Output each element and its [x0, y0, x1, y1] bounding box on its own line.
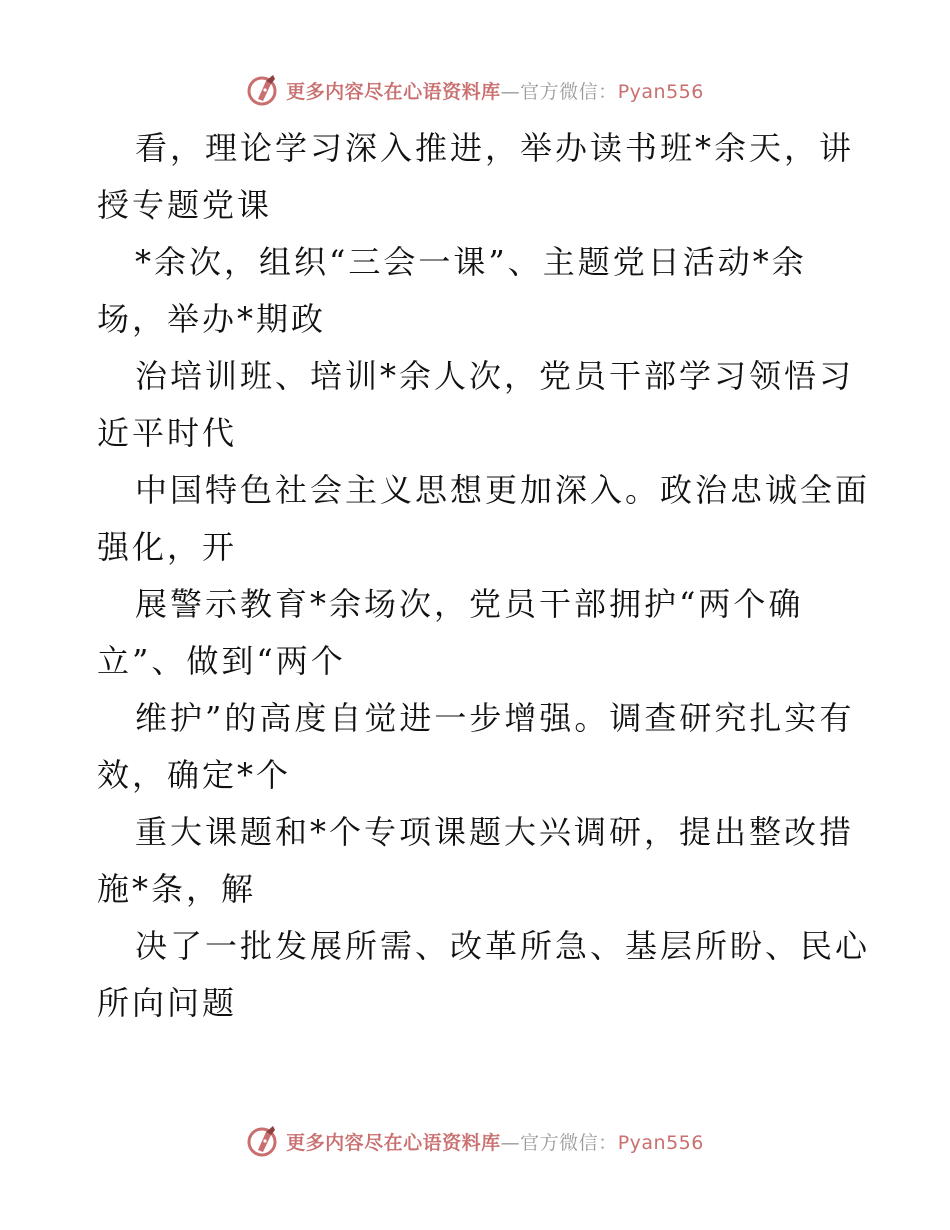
text-line: 近平时代 [97, 414, 238, 452]
watermark-wechat-id: Pyan556 [617, 80, 704, 103]
text-line: 治培训班、培训*余人次，党员干部学习领悟习 [135, 357, 855, 395]
watermark-text [286, 77, 704, 104]
text-line: *余次，组织“三会一课”、主题党日活动*余 [135, 243, 807, 281]
text-line: 效，确定*个 [97, 756, 292, 794]
text-line: 强化，开 [97, 528, 238, 566]
text-line: 看，理论学习深入推进，举办读书班*余天，讲 [135, 129, 855, 167]
footer-watermark [0, 1119, 950, 1163]
pen-nib-logo-icon [246, 1124, 280, 1158]
text-line: 中国特色社会主义思想更加深入。政治忠诚全面 [135, 471, 871, 509]
watermark-title: 更多内容尽在心语资料库 [286, 1131, 501, 1154]
document-body [97, 120, 871, 1032]
header-watermark [0, 68, 950, 112]
watermark-separator: — [500, 1131, 521, 1154]
text-line: 维护”的高度自觉进一步增强。调查研究扎实有 [135, 699, 855, 737]
text-line: 立”、做到“两个 [97, 642, 346, 680]
watermark-wechat-label: 官方微信： [520, 80, 618, 103]
pen-nib-logo-icon [246, 73, 280, 107]
watermark-title: 更多内容尽在心语资料库 [286, 80, 501, 103]
text-line: 重大课题和*个专项课题大兴调研，提出整改措 [135, 813, 855, 851]
watermark-separator: — [500, 80, 521, 103]
text-line: 所向问题 [97, 984, 238, 1022]
text-line: 场，举办*期政 [97, 300, 327, 338]
text-line: 授专题党课 [97, 186, 273, 224]
watermark-wechat-id: Pyan556 [617, 1131, 704, 1154]
text-line: 展警示教育*余场次，党员干部拥护“两个确 [135, 585, 804, 623]
watermark-text [286, 1128, 704, 1155]
text-line: 施*条，解 [97, 870, 257, 908]
text-line: 决了一批发展所需、改革所急、基层所盼、民心 [135, 927, 871, 965]
watermark-wechat-label: 官方微信： [520, 1131, 618, 1154]
